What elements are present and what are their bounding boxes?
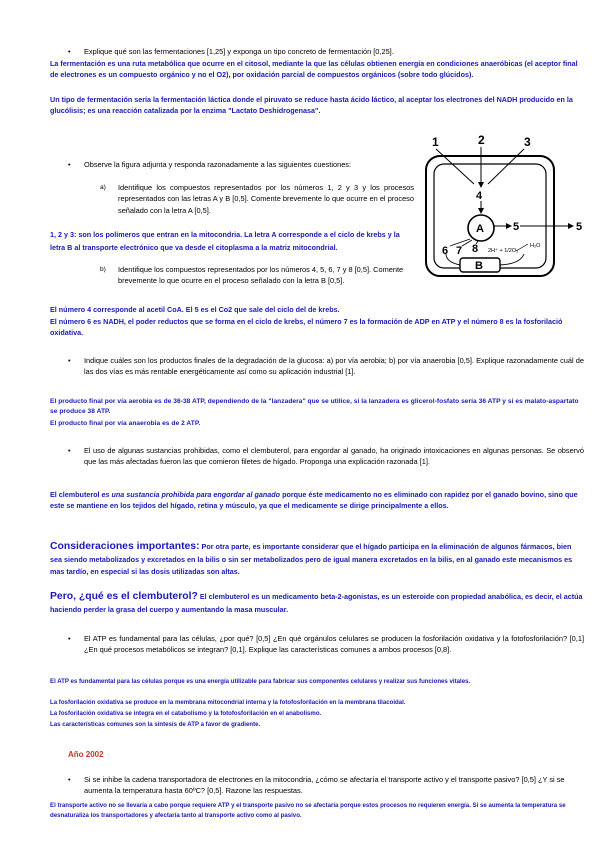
label-3: 3 [524, 135, 531, 149]
bullet: • [68, 775, 71, 784]
bullet: • [68, 446, 71, 455]
bullet: • [68, 634, 71, 643]
question-figura [68, 159, 414, 170]
section-text: Por otra parte, es importante considerar que el hígado participa en la eliminación de algunos fármacos, bien sea siendo metabolizados y excretados en la bilis o sin ser metabolizados pero de igual manera excretados en la bilis, en al ganado este mecanismos es mas tardío, en especial si las dosis utilizadas son altas. [50, 542, 573, 576]
answer-cadena-transportadora: El transporte activo no se llevaría a cabo porque requiere ATP y el transporte pasivo no se afectaría porque estos procesos no requieren energía. Si se aumenta la temperatura se desnaturaliza los transportadores y afectaría tanto al transporte activo como al pasivo. [50, 802, 566, 819]
question-cadena-transportadora [68, 774, 584, 797]
answer-text-post: porque éste medicamento no es eliminado con rapidez por el ganado bovino, sino que este se mantiene en los tejidos del hígado, retina y músculo, ya que el medicamente se dirige principalmente a ellos. [50, 490, 578, 511]
bullet: • [68, 160, 71, 169]
bullet: • [68, 47, 71, 56]
answer-glucosa-aerobia: El producto final por vía aerobia es de 36-38 ATP, dependiendo de la "lanzadera" que se utilice, si la lanzadera es glicerol-fosfato sería 36 ATP y si es malato-aspartato se produce 38 ATP. [50, 398, 579, 416]
question-text: Explique qué son las fermentaciones [1,25] y exponga un tipo concreto de fermentación [0,25]. [84, 47, 394, 56]
label-5-outer: 5 [576, 221, 583, 233]
answer-glucosa-anaerobia: El producto final por vía anaerobia es de 2 ATP. [50, 420, 201, 427]
answer-text-italic: es una sustancia prohibida para engordar al ganado [101, 490, 281, 499]
year-heading: Año 2002 [68, 750, 104, 759]
answer-atp-2: La fosforilación oxidativa se produce en la membrana mitocondrial interna y la fotofosforilación en la membrana tilacoidal. [50, 699, 406, 706]
section-consideraciones [50, 540, 585, 578]
label-2: 2 [478, 133, 485, 147]
mitochondria-diagram [420, 132, 590, 282]
question-text: Indique cuáles son los productos finales de la degradación de la glucosa: a) por vía aerobia; b) por vía anaerobia [0,5]. Explique razonadamente cuál de las dos vías es más rentable energéticamente así como su aplicación industrial [1]. [84, 356, 584, 377]
question-text: El ATP es fundamental para las células, ¿por qué? [0,5] ¿En qué orgánulos celulares se producen la fosforilación oxidativa y la fotofosforilación? [0,1] ¿En qué procesos metabólicos se integran? [0,1]. Explique las características comunes a ambos procesos [0,8]. [84, 634, 584, 655]
question-clembuterol [68, 445, 584, 468]
answer-atp-1: El ATP es fundamental para las células porque es una energía utilizable para fabricar sus componentes celulares y realizar sus funciones vitales. [50, 678, 471, 685]
answer-fermentacion-lactica: Un tipo de fermentación sería la fermentación láctica donde el piruvato se reduce hasta ácido láctico, al aceptar los electrones del NADH producido en la glucólisis; es una reacción catalizada por la enzima "Lactato Deshidrogenasa". [50, 95, 573, 116]
question-text: El uso de algunas sustancias prohibidas, como el clembuterol, para engordar al ganado, ha originado intoxicaciones en algunas personas. Se observó que las más afectadas fueron las que comieron filetes de hígado. Proponga una explicación razonada [1]. [84, 446, 584, 467]
subquestion-text: Identifique los compuestos representados por los números 1, 2 y 3 y los procesos representados con las letras A y B [0,5]. Comente brevemente lo que ocurre en el proceso señalado con la letra A [0,5]. [118, 183, 414, 215]
question-fermentaciones [68, 46, 544, 57]
subquestion-label: a) [100, 184, 106, 191]
question-atp [68, 633, 584, 656]
section-text: El clembuterol es un medicamento beta-2-agonistas, es un esteroide con propiedad anabólica, es decir, el actúa haciendo perder la grasa del cuerpo y aumentando la masa muscular. [50, 592, 583, 614]
subquestion-b [100, 264, 414, 287]
bullet: • [68, 356, 71, 365]
answer-atp-4: Las características comunes son la síntesis de ATP a favor de gradiente. [50, 721, 261, 728]
answer-clembuterol [50, 489, 585, 512]
section-heading: Pero, ¿qué es el clembuterol? [50, 591, 198, 602]
label-6: 6 [442, 245, 449, 257]
answer-atp-3: La fosforilación oxidativa se integra en el catabolismo y la fotofosforilación en el anabolismo. [50, 710, 322, 717]
section-clembuterol [50, 590, 585, 616]
label-8: 8 [472, 243, 479, 255]
label-1: 1 [432, 135, 439, 149]
question-text: Observe la figura adjunta y responda razonadamente a las siguientes cuestiones: [84, 160, 352, 169]
question-glucosa [68, 355, 584, 378]
label-5-inner: 5 [513, 221, 520, 233]
answer-subquestion-b-2: El número 6 es NADH, el poder reductos que se forma en el ciclo de krebs, el número 7 es la formación de ADP en ATP y el número 8 es la fosforilació oxidativa. [50, 317, 563, 338]
label-b: B [475, 260, 483, 272]
subquestion-label: b) [100, 266, 106, 273]
label-4: 4 [476, 190, 483, 202]
equation: 2H⁺ + 1/2O₂ [488, 248, 519, 254]
label-7: 7 [456, 245, 463, 257]
subquestion-text: Identifique los compuestos representados por los números 4, 5, 6, 7 y 8 [0,5]. Comente brevemente lo que ocurre en el proceso señalado con la letra B [0,5]. [118, 265, 404, 286]
section-heading: Consideraciones importantes: [50, 541, 200, 552]
question-text: Si se inhibe la cadena transportadora de electrones en la mitocondria, ¿cómo se afectaría el transporte activo y el transporte pasivo? [0,5] ¿Y si se aumenta la temperatura hasta 60ºC? [0,5]. Razone las respuestas. [84, 775, 565, 796]
answer-subquestion-a: 1, 2 y 3: son los polímeros que entran en la mitocondria. La letra A corresponde a el ciclo de krebs y la letra B al transporte electrónico que va desde el citoplasma a la matriz mitocondrial. [50, 230, 400, 252]
answer-fermentaciones: La fermentación es una ruta metabólica que ocurre en el citosol, mediante la que las células obtienen energía en condiciones anaeróbicas (el aceptor final de electrones es un compuesto orgánico y no el O2), por oxidación parcial de compuestos orgánicos (sobre todo glúcidos). [50, 59, 578, 80]
water-label: H₂O [530, 243, 541, 249]
answer-subquestion-b-1: El número 4 corresponde al acetil CoA. El 5 es el Co2 que sale del ciclo del de krebs. [50, 305, 340, 314]
label-a: A [476, 223, 484, 235]
answer-text-pre: El clembuterol [50, 490, 102, 499]
subquestion-a [100, 182, 414, 216]
